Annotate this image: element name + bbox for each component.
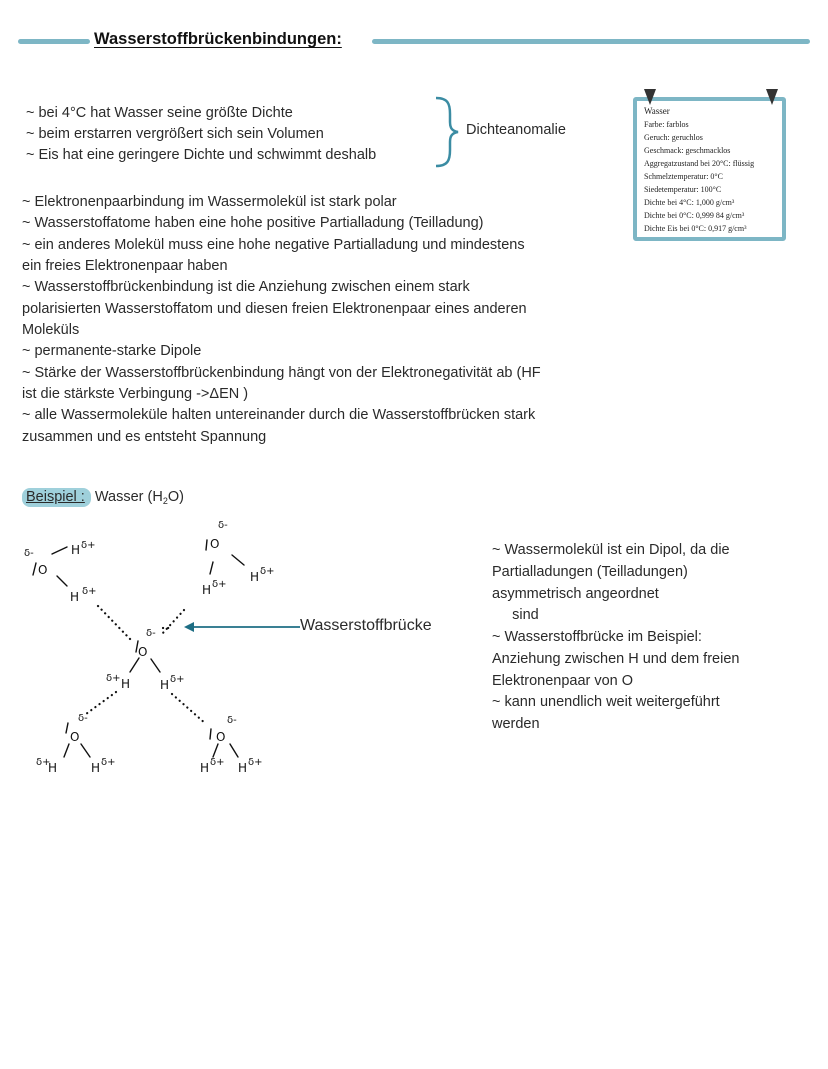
water-property-row: Dichte Eis bei 0°C: 0,917 g/cm³ bbox=[644, 224, 747, 233]
bond-line: ist die stärkste Verbingung ->ΔEN ) bbox=[22, 386, 249, 402]
delta-plus-label: δ+ bbox=[170, 674, 185, 685]
delta-minus-label: δ- bbox=[78, 713, 88, 724]
anomaly-line: ~ bei 4°C hat Wasser seine größte Dichte bbox=[26, 105, 293, 121]
hydrogen-bond-dots bbox=[98, 606, 131, 640]
water-property-row: Geschmack: geschmacklos bbox=[644, 146, 731, 155]
bond-stroke bbox=[81, 744, 90, 757]
delta-plus-label: δ+ bbox=[106, 673, 121, 684]
delta-minus-label: δ- bbox=[146, 628, 156, 639]
lone-pair-stroke bbox=[210, 729, 211, 739]
water-property-row: Schmelztemperatur: 0°C bbox=[644, 172, 723, 181]
bond-line: ~ alle Wassermoleküle halten untereinander durch die Wasserstoffbrücken stark bbox=[22, 407, 536, 423]
water-property-row: Dichte bei 0°C: 0,999 84 g/cm³ bbox=[644, 211, 745, 220]
delta-minus-label: δ- bbox=[227, 715, 237, 726]
hydrogen-label: H bbox=[70, 590, 80, 604]
bond-line: ein freies Elektronenpaar haben bbox=[22, 258, 228, 274]
bond-line: ~ permanente-starke Dipole bbox=[22, 343, 202, 359]
hydrogen-label: H bbox=[250, 570, 260, 584]
bond-line: ~ Stärke der Wasserstoffbrückenbindung hängt von der Elektronegativität ab (HF bbox=[22, 365, 541, 381]
bond-stroke bbox=[64, 744, 69, 757]
anomaly-label: Dichteanomalie bbox=[466, 122, 566, 138]
bond-line: Moleküls bbox=[22, 322, 80, 338]
lone-pair-stroke bbox=[33, 563, 36, 575]
hydrogen-label: H bbox=[71, 543, 81, 557]
oxygen-label: O bbox=[216, 730, 226, 744]
hydrogen-bond-label: Wasserstoffbrücke bbox=[300, 617, 432, 634]
hydrogen-label: H bbox=[160, 678, 170, 692]
delta-plus-label: δ+ bbox=[248, 757, 263, 768]
explanation-line: ~ Wassermolekül ist ein Dipol, da die bbox=[492, 542, 730, 558]
example-text-end: O) bbox=[167, 489, 184, 505]
delta-plus-label: δ+ bbox=[82, 586, 97, 597]
water-properties-heading: Wasser bbox=[644, 106, 670, 116]
delta-plus-label: δ+ bbox=[81, 540, 96, 551]
lone-pair-stroke bbox=[66, 723, 68, 733]
water-property-row: Geruch: geruchlos bbox=[644, 133, 703, 142]
lone-pair-stroke bbox=[206, 540, 207, 550]
curly-brace bbox=[436, 98, 458, 166]
hydrogen-label: H bbox=[200, 761, 210, 775]
hydrogen-bond-dots bbox=[162, 610, 184, 634]
bond-stroke bbox=[230, 744, 238, 757]
arrow-head bbox=[184, 622, 194, 632]
hydrogen-bond-dots bbox=[86, 692, 116, 714]
water-property-row: Dichte bei 4°C: 1,000 g/cm³ bbox=[644, 198, 735, 207]
hydrogen-label: H bbox=[91, 761, 101, 775]
bond-line: ~ Wasserstoffbrückenbindung ist die Anziehung zwischen einem stark bbox=[22, 279, 470, 295]
explanation-line: werden bbox=[492, 716, 540, 732]
hydrogen-label: H bbox=[202, 583, 212, 597]
bond-stroke bbox=[52, 547, 67, 554]
bond-stroke bbox=[210, 562, 213, 574]
bond-line: ~ Wasserstoffatome haben eine hohe positive Partialladung (Teilladung) bbox=[22, 215, 484, 231]
bond-line: polarisierten Wasserstoffatom und diesen freien Elektronenpaar eines anderen bbox=[22, 301, 527, 317]
explanation-line: ~ Wasserstoffbrücke im Beispiel: bbox=[492, 629, 702, 645]
bond-line: ~ ein anderes Molekül muss eine hohe negative Partialladung und mindestens bbox=[22, 237, 525, 253]
delta-minus-label: δ- bbox=[24, 548, 34, 559]
bond-line: zusammen und es entsteht Spannung bbox=[22, 429, 267, 445]
example-subscript: 2 bbox=[162, 496, 168, 506]
hydrogen-label: H bbox=[121, 677, 131, 691]
delta-plus-label: δ+ bbox=[101, 757, 116, 768]
explanation-line: Anziehung zwischen H und dem freien bbox=[492, 651, 740, 667]
anomaly-line: ~ beim erstarren vergrößert sich sein Volumen bbox=[26, 126, 324, 142]
water-property-row: Farbe: farblos bbox=[644, 120, 689, 129]
hydrogen-bond-dots bbox=[172, 694, 206, 724]
oxygen-label: O bbox=[138, 645, 148, 659]
explanation-line: sind bbox=[492, 607, 539, 623]
pin-icon bbox=[766, 89, 778, 105]
oxygen-label: O bbox=[210, 537, 220, 551]
delta-minus-label: δ- bbox=[218, 520, 228, 531]
delta-plus-label: δ+ bbox=[36, 757, 51, 768]
bond-stroke bbox=[57, 576, 67, 586]
oxygen-label: O bbox=[70, 730, 80, 744]
delta-plus-label: δ+ bbox=[210, 757, 225, 768]
bond-stroke bbox=[151, 659, 160, 672]
oxygen-label: O bbox=[38, 563, 48, 577]
water-property-row: Siedetemperatur: 100°C bbox=[644, 185, 722, 194]
delta-plus-label: δ+ bbox=[260, 566, 275, 577]
explanation-line: Partialladungen (Teilladungen) bbox=[492, 564, 688, 580]
hydrogen-label: H bbox=[48, 761, 58, 775]
anomaly-line: ~ Eis hat eine geringere Dichte und schwimmt deshalb bbox=[26, 147, 377, 163]
explanation-line: asymmetrisch angeordnet bbox=[492, 586, 659, 602]
bond-stroke bbox=[130, 658, 139, 672]
hydrogen-label: H bbox=[238, 761, 248, 775]
water-property-row: Aggregatzustand bei 20°C: flüssig bbox=[644, 159, 755, 168]
bond-stroke bbox=[232, 555, 244, 565]
delta-plus-label: δ+ bbox=[212, 579, 227, 590]
explanation-line: ~ kann unendlich weit weitergeführt bbox=[492, 694, 720, 710]
bond-line: ~ Elektronenpaarbindung im Wassermolekül ist stark polar bbox=[22, 194, 397, 210]
example-tag: Beispiel : bbox=[22, 488, 91, 507]
bond-stroke bbox=[213, 744, 218, 757]
pin-icon bbox=[644, 89, 656, 105]
explanation-line: Elektronenpaar von O bbox=[492, 673, 634, 689]
page-title: Wasserstoffbrückenbindungen: bbox=[94, 30, 342, 48]
example-text: Wasser (H bbox=[94, 489, 163, 505]
